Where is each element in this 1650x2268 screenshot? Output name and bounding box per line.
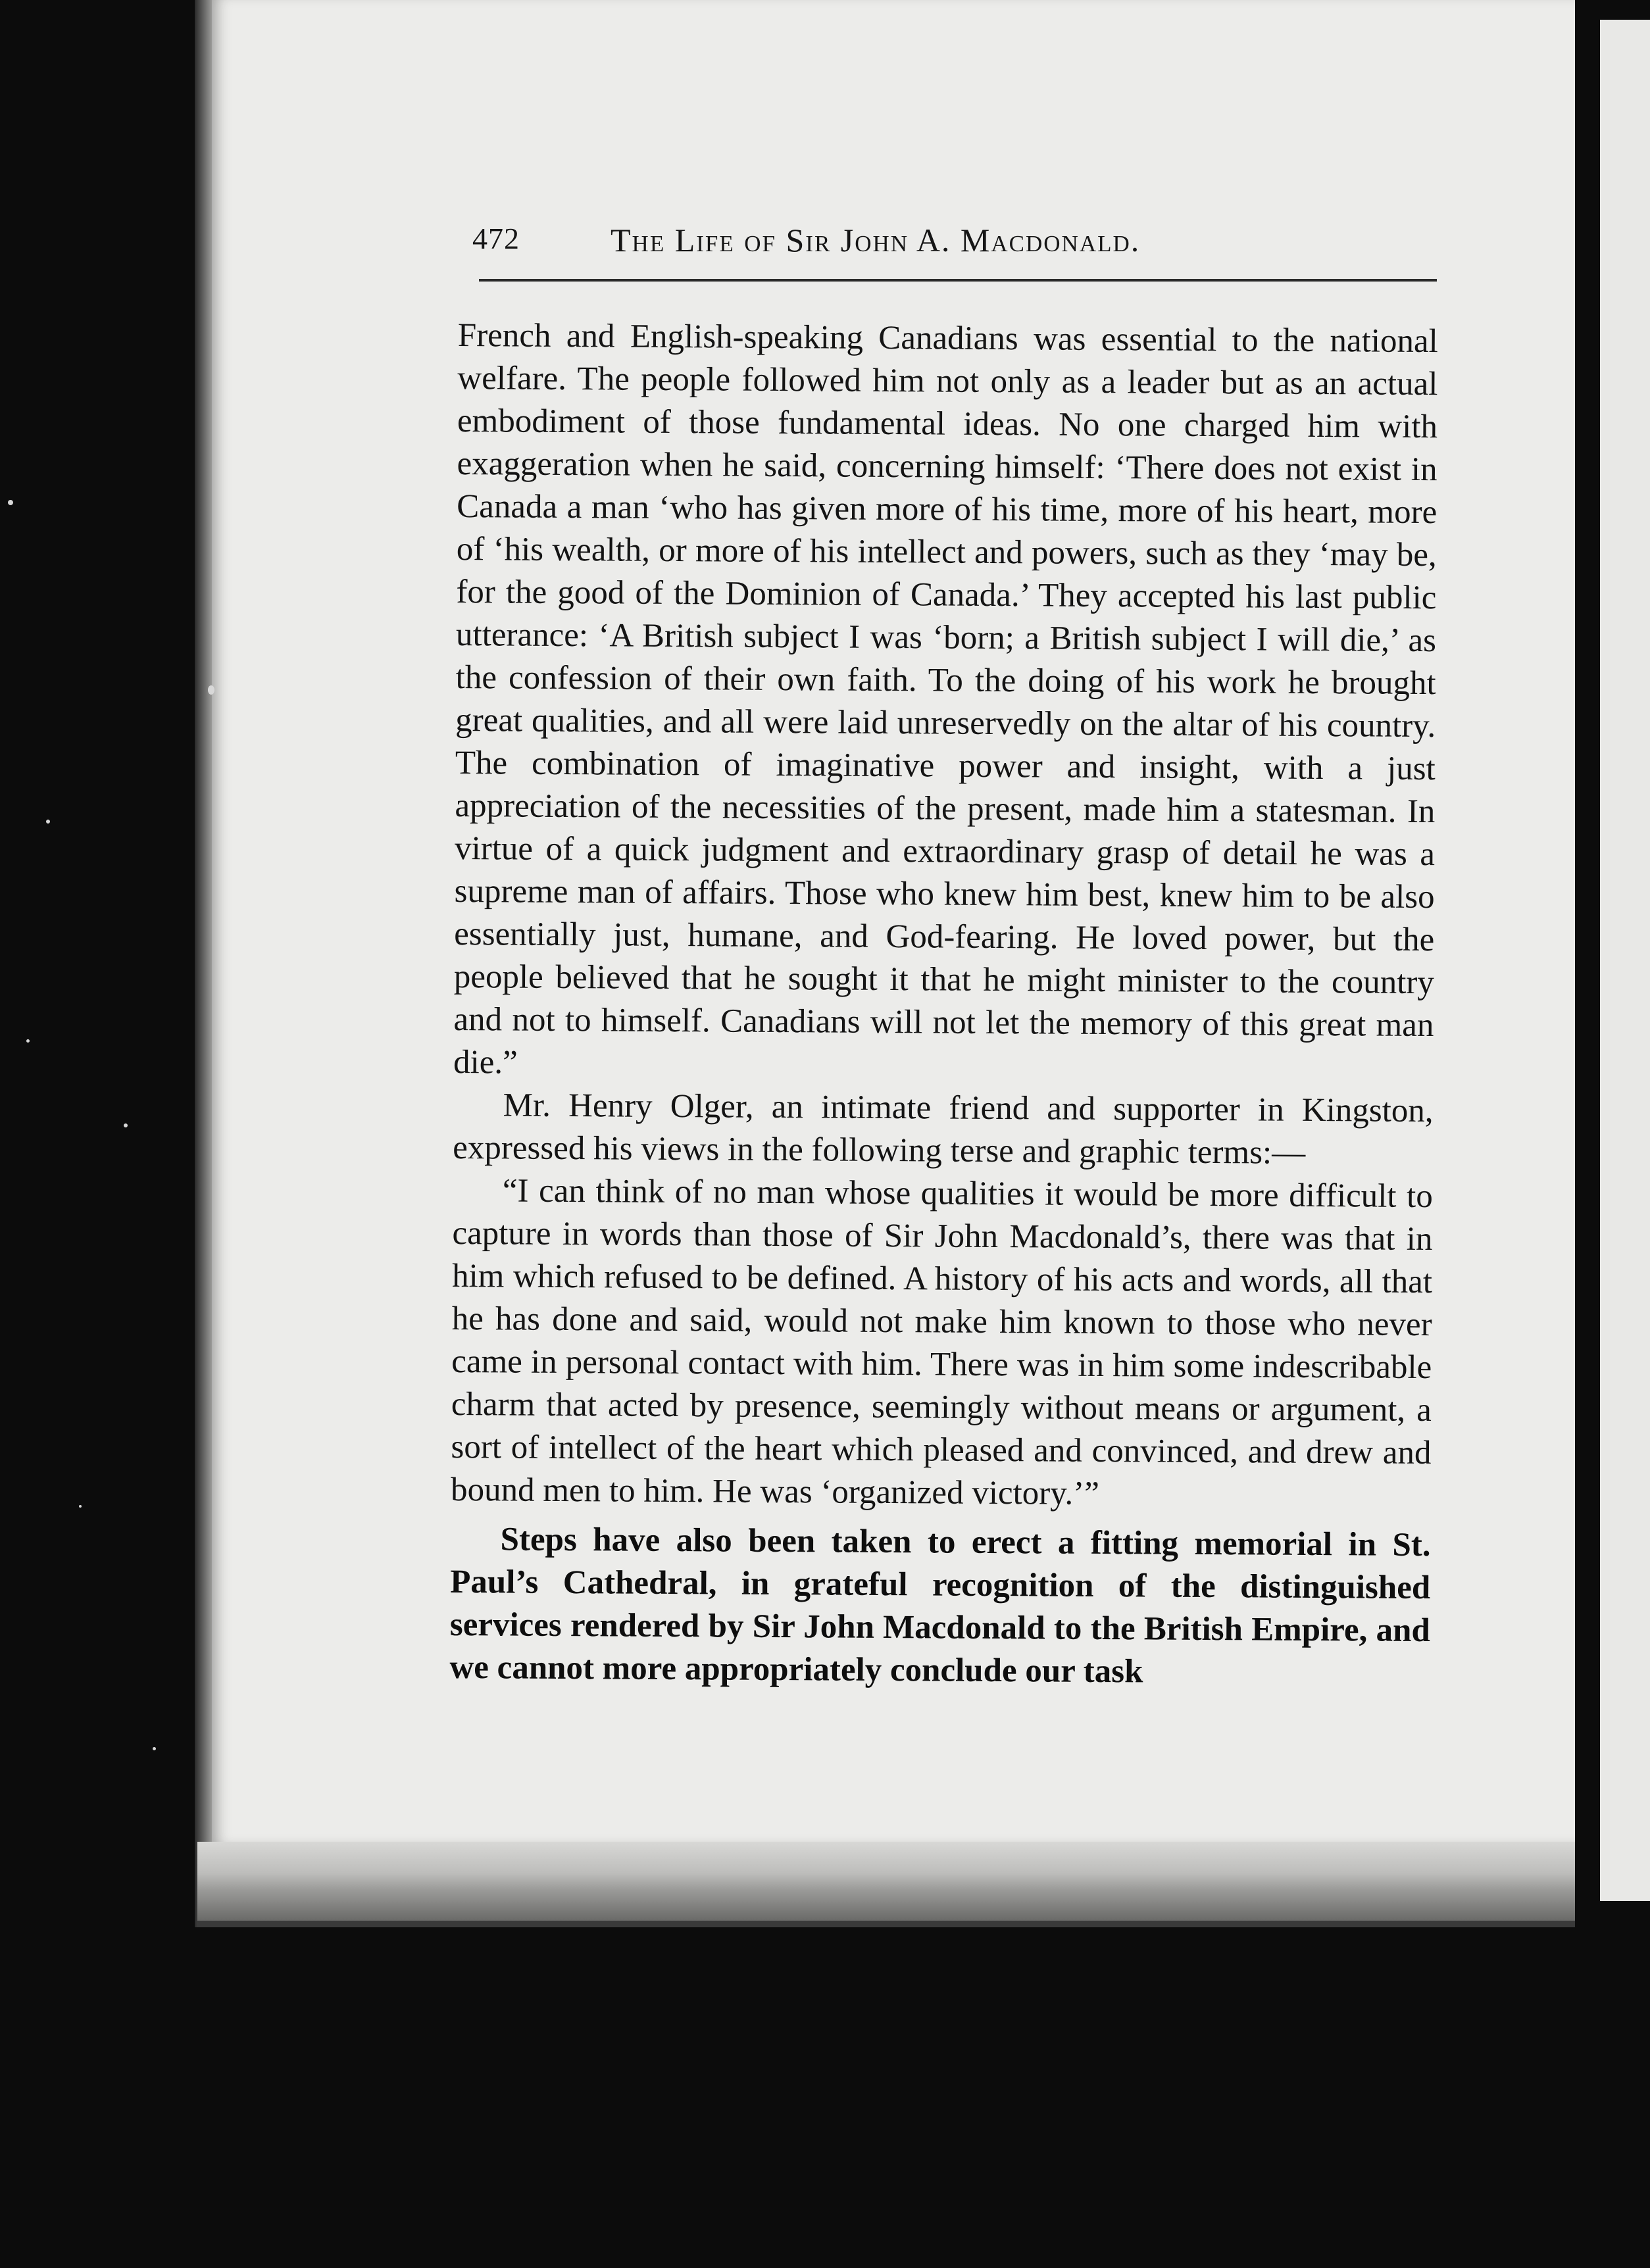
page-left-edge (195, 0, 212, 1927)
paragraph-4: Steps have also been taken to erect a fitting memorial in St. Paul’s Cathedral, in grateful recognition of the distinguished services rendered by Sir John Macdonald to the British Empire, and we cannot more appropriately conclude our task (449, 1521, 1431, 1690)
body-text (449, 314, 1438, 1695)
running-title: The Life of Sir John A. Macdonald. (611, 222, 1141, 259)
page-bottom-shadow (197, 1921, 1575, 1927)
paragraph-1: French and English-speaking Canadians was essential to the national welfare. The people followed him not only as a leader but as an actual embodiment of those fundamental ideas. No one charged him with exaggeration when he said, concerning himself: ‘There does not exist in Canada a man ‘who has given more of his time, more of his heart, more of ‘his wealth, or more of his intellect and powers, such as they ‘may be, for the good of the Dominion of Canada.’ They accepted his last public utterance: ‘A British subject I was ‘born; a British subject I will die,’ as the confession of their own faith. To the doing of his work he brought great qualities, and all were laid unreservedly on the altar of his country. The combination of imaginative power and insight, with a just appreciation of the necessities of the present, made him a statesman. In virtue of a quick judgment and extraordinary grasp of detail he was a supreme man of affairs. Those who knew him best, knew him to be also essentially just, humane, and God-fearing. He loved power, but the people believed that he sought it that he might minister to the country and not to himself. Canadians will not let the memory of this great man die.” (453, 316, 1438, 1081)
paragraph-3-quotation: “I can think of no man whose qualities it would be more difficult to capture in words than those of Sir John Macdonald’s, there was that in him which refused to be defined. A history of his acts and words, all that he has done and said, would not make him known to those who never came in personal contact with him. There was in him some indescribable charm that acted by presence, seemingly without means or argument, a sort of intellect of the heart which pleased and convinced, and drew and bound men to him. He was ‘organized victory.’” (450, 1172, 1434, 1512)
book-gutter (1575, 0, 1600, 2268)
running-head (472, 221, 1301, 274)
page-number: 472 (472, 222, 520, 255)
page-bottom-edge (197, 1842, 1575, 1921)
paragraph-2: Mr. Henry Olger, an intimate friend and supporter in Kingston, expressed his views in the following terse and graphic terms:— (453, 1087, 1434, 1171)
header-rule (479, 279, 1437, 282)
facing-page-sliver (1600, 20, 1650, 1901)
